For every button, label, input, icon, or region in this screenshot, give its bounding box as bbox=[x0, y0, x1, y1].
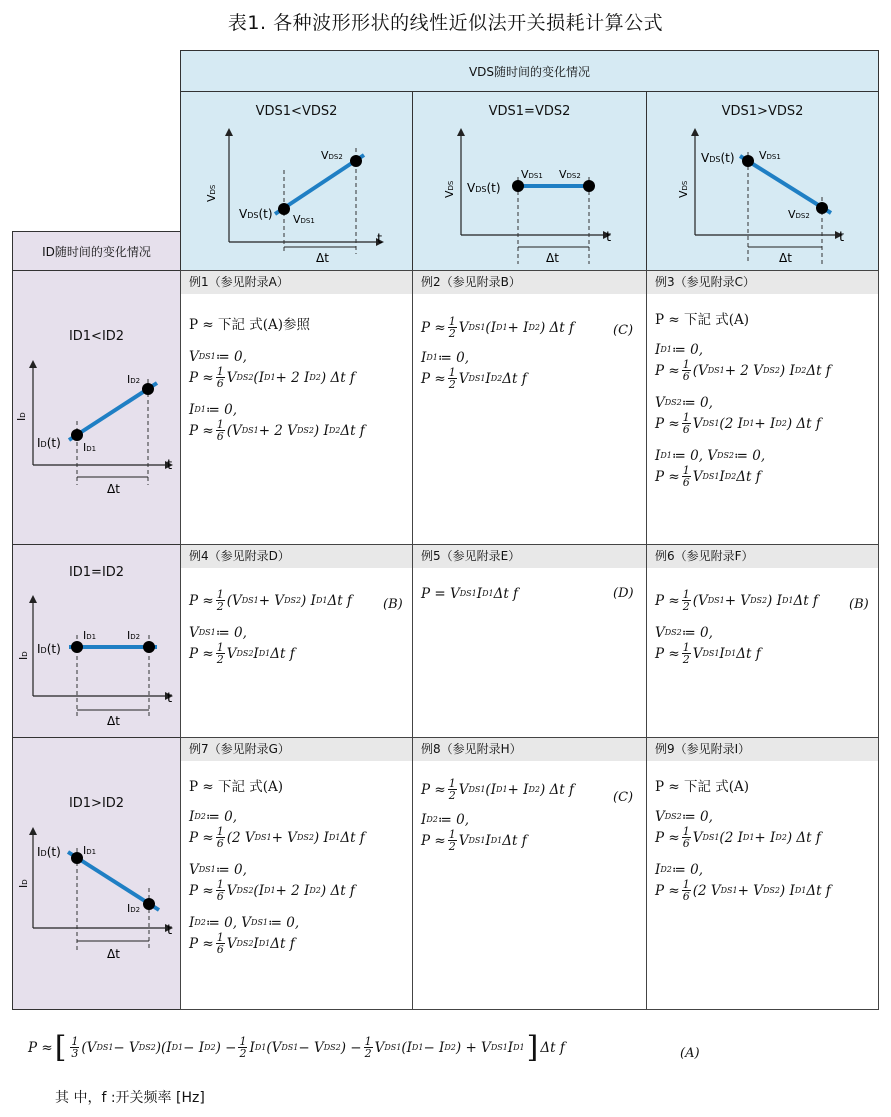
example-8-formulas: P ≈ $\frac{1}{2}$ V DS1 (I D1 + I D2 ) Δt f I D2 ≔ 0, P ≈ $\frac{1}{2}$ V DS1 I D1 Δt f bbox=[421, 777, 575, 853]
svg-text:ID: ID bbox=[15, 412, 28, 421]
tag-d: (D) bbox=[613, 586, 634, 601]
svg-text:Δt: Δt bbox=[107, 714, 120, 728]
svg-text:ID1: ID1 bbox=[83, 441, 97, 454]
tag-b: (B) bbox=[849, 597, 869, 612]
example-3-label: 例3（参见附录C） bbox=[647, 271, 878, 294]
example-9-cell bbox=[646, 737, 879, 1010]
svg-text:t: t bbox=[167, 458, 173, 473]
example-3-cell bbox=[646, 270, 879, 545]
example-6-cell bbox=[646, 544, 879, 738]
col-head-label: VDS1>VDS2 bbox=[721, 104, 804, 119]
id-row-head-2 bbox=[12, 544, 181, 738]
svg-text:Δt: Δt bbox=[107, 482, 120, 496]
example-7-cell bbox=[180, 737, 413, 1010]
svg-text:ID2: ID2 bbox=[127, 373, 141, 386]
example-6-formulas: P ≈ $\frac{1}{2}$ (V DS1 + V DS2 ) I D1 Δt f V DS2 ≔ 0, P ≈ $\frac{1}{2}$ V DS1 I D1 Δt f bbox=[655, 588, 818, 666]
svg-text:Δt: Δt bbox=[546, 251, 559, 265]
example-4-label: 例4（参见附录D） bbox=[181, 545, 412, 568]
footnote: 其 中，f :开关频率 [Hz] bbox=[55, 1090, 205, 1106]
svg-text:t: t bbox=[377, 232, 383, 247]
example-4-cell bbox=[180, 544, 413, 738]
vds-rising-plot bbox=[181, 92, 414, 272]
example-5-cell bbox=[412, 544, 647, 738]
svg-text:t: t bbox=[167, 691, 173, 706]
example-9-formulas: P ≈ 下記 式(A) V DS2 ≔ 0, P ≈ $\frac{1}{6}$ V DS1 (2 I D1 + I D2 ) Δt f I D2 ≔ 0, P ≈ $\frac{1}{6}$ (2 V DS1 + V DS2 ) I D1 Δt f bbox=[655, 779, 831, 903]
svg-text:Δt: Δt bbox=[316, 251, 329, 265]
svg-text:t: t bbox=[167, 923, 173, 938]
svg-text:ID(t): ID(t) bbox=[37, 642, 61, 656]
svg-text:ID1: ID1 bbox=[83, 844, 97, 857]
example-8-label: 例8（参见附录H） bbox=[413, 738, 646, 761]
svg-text:VDS1: VDS1 bbox=[759, 149, 781, 162]
svg-text:VDS1: VDS1 bbox=[521, 168, 543, 181]
row-head-label: ID1<ID2 bbox=[68, 329, 125, 344]
id-header-label: ID随时间的变化情况 bbox=[42, 244, 151, 259]
svg-text:t: t bbox=[839, 230, 845, 245]
svg-text:VDS1: VDS1 bbox=[293, 213, 315, 226]
tag-a: (A) bbox=[680, 1046, 700, 1061]
example-1-label: 例1（参见附录A） bbox=[181, 271, 412, 294]
tag-c: (C) bbox=[613, 323, 634, 338]
example-2-label: 例2（参见附录B） bbox=[413, 271, 646, 294]
id-row-head-1 bbox=[12, 270, 181, 545]
example-7-label: 例7（参见附录G） bbox=[181, 738, 412, 761]
svg-text:VDS: VDS bbox=[205, 184, 218, 202]
svg-text:VDS(t): VDS(t) bbox=[701, 151, 735, 165]
example-5-formulas: P = V DS1 I D1 Δt f bbox=[421, 586, 519, 602]
row-head-label: ID1>ID2 bbox=[68, 796, 125, 811]
example-7-formulas: P ≈ 下記 式(A) I D2 ≔ 0, P ≈ $\frac{1}{6}$ (2 V DS1 + V DS2 ) I D1 Δt f V DS1 ≔ 0, P ≈ $\frac{1}{6}$ V DS2 (I D1 + 2 I D2 ) Δt f I D2 ≔ 0, V DS1 ≔ 0, P ≈ $\frac{1}{6}$ V DS2 I D1 Δt f bbox=[189, 779, 365, 956]
svg-text:Δt: Δt bbox=[107, 947, 120, 961]
svg-text:VDS2: VDS2 bbox=[321, 149, 343, 162]
svg-text:ID(t): ID(t) bbox=[37, 436, 61, 450]
example-5-label: 例5（参见附录E） bbox=[413, 545, 646, 568]
svg-text:ID2: ID2 bbox=[127, 629, 141, 642]
row-head-label: ID1=ID2 bbox=[68, 565, 125, 580]
example-1-formulas: P ≈ 下記 式(A)参照 V DS1 ≔ 0, P ≈ $\frac{1}{6}$ V DS2 (I D1 + 2 I D2 ) Δt f I D1 ≔ 0, P ≈ $\frac{1}{6}$ (V DS1 + 2 V DS2 ) I D2 Δt f bbox=[189, 317, 365, 443]
example-4-formulas: P ≈ $\frac{1}{2}$ (V DS1 + V DS2 ) I D1 Δt f V DS1 ≔ 0, P ≈ $\frac{1}{2}$ V DS2 I D1 Δt f bbox=[189, 588, 352, 666]
formula-a: P ≈ [ $\frac{1}{3}$ (V DS1 − V DS2 )(I D1 − I D2 ) − $\frac{1}{2}$ I D1 (V DS1 − V DS2 ) − $\frac{1}{2}$ V DS1 (I D1 − I D2 ) + V DS1 I D1 ] Δt f bbox=[28, 1030, 565, 1065]
svg-text:ID(t): ID(t) bbox=[37, 845, 61, 859]
vds-flat-plot bbox=[413, 92, 648, 272]
tag-b: (B) bbox=[383, 597, 403, 612]
svg-text:VDS2: VDS2 bbox=[788, 208, 810, 221]
svg-text:VDS2: VDS2 bbox=[559, 168, 581, 181]
svg-text:Δt: Δt bbox=[779, 251, 792, 265]
svg-text:ID1: ID1 bbox=[83, 629, 97, 642]
svg-text:ID: ID bbox=[17, 879, 30, 888]
vds-col-head-2 bbox=[412, 91, 647, 271]
example-1-cell bbox=[180, 270, 413, 545]
example-3-formulas: P ≈ 下記 式(A) I D1 ≔ 0, P ≈ $\frac{1}{6}$ (V DS1 + 2 V DS2 ) I D2 Δt f V DS2 ≔ 0, P ≈ $\frac{1}{6}$ V DS1 (2 I D1 + I D2 ) Δt f I D1 ≔ 0, V DS2 ≔ 0, P ≈ $\frac{1}{6}$ V DS1 I D2 Δt f bbox=[655, 312, 831, 489]
id-falling-plot bbox=[13, 738, 182, 1011]
vds-header bbox=[180, 50, 879, 92]
svg-text:VDS: VDS bbox=[443, 180, 456, 198]
svg-text:VDS(t): VDS(t) bbox=[239, 207, 273, 221]
vds-col-head-3 bbox=[646, 91, 879, 271]
col-head-label: VDS1<VDS2 bbox=[255, 104, 338, 119]
example-2-formulas: P ≈ $\frac{1}{2}$ V DS1 (I D1 + I D2 ) Δt f I D1 ≔ 0, P ≈ $\frac{1}{2}$ V DS1 I D2 Δt f bbox=[421, 315, 575, 391]
id-flat-plot bbox=[13, 545, 182, 739]
id-row-head-3 bbox=[12, 737, 181, 1010]
svg-text:ID2: ID2 bbox=[127, 902, 141, 915]
tag-c: (C) bbox=[613, 790, 634, 805]
vds-col-head-1 bbox=[180, 91, 413, 271]
id-header bbox=[12, 231, 181, 271]
page-title: 表1. 各种波形形状的线性近似法开关损耗计算公式 bbox=[227, 12, 664, 34]
col-head-label: VDS1=VDS2 bbox=[488, 104, 571, 119]
example-6-label: 例6（参见附录F） bbox=[647, 545, 878, 568]
example-9-label: 例9（参见附录I） bbox=[647, 738, 878, 761]
svg-text:t: t bbox=[606, 230, 612, 245]
svg-text:ID: ID bbox=[17, 651, 30, 660]
vds-falling-plot bbox=[647, 92, 880, 272]
svg-text:VDS(t): VDS(t) bbox=[467, 181, 501, 195]
id-rising-plot bbox=[13, 271, 182, 546]
vds-header-label: VDS随时间的变化情况 bbox=[468, 64, 591, 79]
example-2-cell bbox=[412, 270, 647, 545]
svg-text:VDS: VDS bbox=[677, 180, 690, 198]
example-8-cell bbox=[412, 737, 647, 1010]
